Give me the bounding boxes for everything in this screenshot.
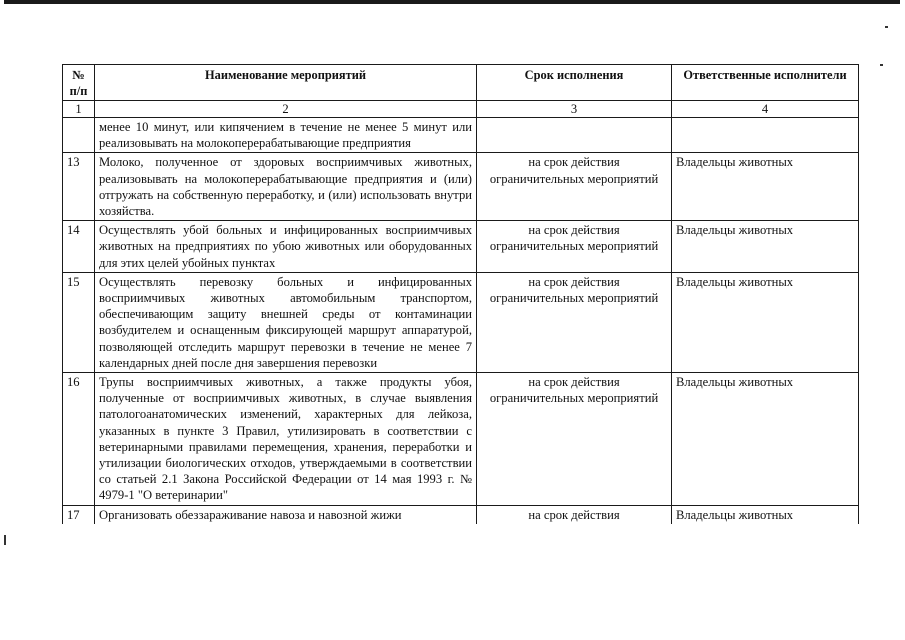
- table-row: [63, 118, 859, 153]
- index-cell: 3: [477, 101, 672, 118]
- table-row: [63, 505, 859, 524]
- row-term: [477, 118, 672, 153]
- table-row: [63, 221, 859, 273]
- table-header-row: [63, 65, 859, 101]
- table-row: [63, 153, 859, 221]
- row-resp: Владельцы животных: [672, 272, 859, 372]
- header-resp: Ответственные исполнители: [672, 65, 859, 101]
- row-term: на срок действия ограничительных мероприятий: [477, 373, 672, 506]
- top-border-rule: [4, 0, 900, 4]
- row-resp: [672, 118, 859, 153]
- row-name: Молоко, полученное от здоровых восприимчивых животных, реализовывать на молокоперерабатывающие предприятия и (или) отгружать на собственную переработку, и (или) использовать внутри хозяйства.: [95, 153, 477, 221]
- row-num: 13: [63, 153, 95, 221]
- row-name: Трупы восприимчивых животных, а также продукты убоя, полученные от восприимчивых животных, в случае выявления патологоанатомических изменений, характерных для лейкоза, указанных в пункте 3 Правил, утилизировать в соответствии с ветеринарными правилами перемещения, хранения, переработки и утилизации биологических отходов, утверждаемыми в соответствии со статьей 2.1 Закона Российской Федерации от 14 мая 1993 г. № 4979-1 "О ветеринарии": [95, 373, 477, 506]
- row-term: на срок действия ограничительных мероприятий: [477, 272, 672, 372]
- row-term: на срок действия ограничительных мероприятий: [477, 221, 672, 273]
- row-term: на срок действия: [477, 505, 672, 524]
- index-cell: 2: [95, 101, 477, 118]
- column-index-row: [63, 101, 859, 118]
- row-num: 17: [63, 505, 95, 524]
- row-name: Организовать обеззараживание навоза и навозной жижи: [95, 505, 477, 524]
- header-name: Наименование мероприятий: [95, 65, 477, 101]
- row-resp: Владельцы животных: [672, 153, 859, 221]
- measures-table: [62, 64, 859, 524]
- table-row: [63, 272, 859, 372]
- scan-speck: [885, 26, 888, 28]
- row-name: Осуществлять убой больных и инфицированных восприимчивых животных на предприятиях по убою животных или оборудованных для этих целей убойных пунктах: [95, 221, 477, 273]
- row-resp: Владельцы животных: [672, 505, 859, 524]
- row-name: Осуществлять перевозку больных и инфицированных восприимчивых животных автомобильным транспортом, обеспечивающим защиту внешней среды от контаминации возбудителем и оснащенным фиксирующей маршрут аппаратурой, позволяющей отследить маршрут перевозки в течение не менее 7 календарных дней после дня завершения перевозки: [95, 272, 477, 372]
- row-name: менее 10 минут, или кипячением в течение не менее 5 минут или реализовывать на молокоперерабатывающие предприятия: [95, 118, 477, 153]
- index-cell: 1: [63, 101, 95, 118]
- table-row: [63, 373, 859, 506]
- header-term: Срок исполнения: [477, 65, 672, 101]
- row-num: 16: [63, 373, 95, 506]
- header-num: № п/п: [63, 65, 95, 101]
- index-cell: 4: [672, 101, 859, 118]
- row-term: на срок действия ограничительных мероприятий: [477, 153, 672, 221]
- scan-speck: [880, 64, 883, 66]
- row-num: 15: [63, 272, 95, 372]
- row-resp: Владельцы животных: [672, 373, 859, 506]
- row-num: 14: [63, 221, 95, 273]
- scan-speck: [4, 535, 6, 545]
- row-resp: Владельцы животных: [672, 221, 859, 273]
- row-num: [63, 118, 95, 153]
